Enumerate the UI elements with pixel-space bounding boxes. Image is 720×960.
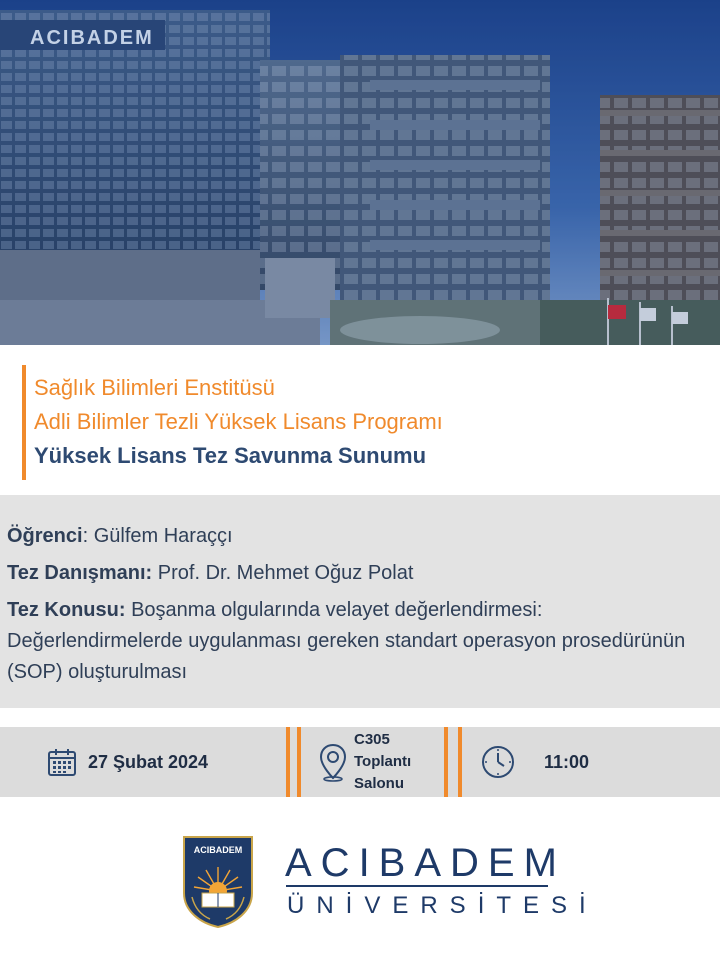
divider-left-b: [297, 727, 301, 797]
student-value: : Gülfem Haraççı: [82, 525, 233, 547]
time-item: [480, 727, 589, 797]
location-item: [318, 727, 411, 797]
student-label: Öğrenci: [7, 525, 83, 547]
title-section: [0, 345, 720, 495]
brand-name: ACIBADEM: [285, 841, 566, 885]
hero-campus-photo: [0, 0, 720, 345]
advisor-label: Tez Danışmanı:: [7, 562, 153, 584]
advisor-value: Prof. Dr. Mehmet Oğuz Polat: [152, 562, 414, 584]
topic-row: [7, 595, 707, 688]
topic-value: Boşanma olgularında velayet değerlendirmesi: Değerlendirmelerde uygulanması gereken standart operasyon prosedürünün (SOP) oluşturulması: [7, 599, 686, 683]
location-pin-icon: [318, 742, 348, 782]
date-item: [46, 727, 208, 797]
info-panel: [0, 495, 720, 708]
topic-label: Tez Konusu:: [7, 599, 126, 621]
building-sign: ACIBADEM: [30, 27, 154, 49]
event-date: 27 Şubat 2024: [88, 751, 209, 772]
divider-left-a: [286, 727, 290, 797]
event-location: [354, 729, 411, 795]
event-time: 11:00: [544, 751, 590, 772]
title-accent-bar: [22, 365, 26, 480]
footer-logo-area: [0, 797, 720, 960]
brand-divider: [286, 885, 548, 887]
location-line-1: C305: [354, 731, 390, 748]
clock-icon: [480, 744, 516, 780]
location-line-3: Salonu: [354, 775, 405, 792]
presentation-title: Yüksek Lisans Tez Savunma Sunumu: [34, 443, 427, 468]
student-row: [7, 521, 707, 552]
divider-right-b: [458, 727, 462, 797]
event-details-bar: [0, 727, 720, 797]
advisor-row: [7, 558, 707, 589]
crest-label: ACIBADEM: [193, 845, 243, 855]
university-crest-icon: [178, 833, 258, 934]
institute-title: Sağlık Bilimleri Enstitüsü: [34, 375, 275, 400]
brand-subtitle: ÜNİVERSİTESİ: [287, 892, 598, 919]
location-line-2: Toplantı: [354, 753, 412, 770]
title-text-group: [34, 371, 443, 473]
program-title: Adli Bilimler Tezli Yüksek Lisans Programı: [34, 409, 443, 434]
calendar-icon: [46, 746, 78, 778]
divider-right-a: [444, 727, 448, 797]
